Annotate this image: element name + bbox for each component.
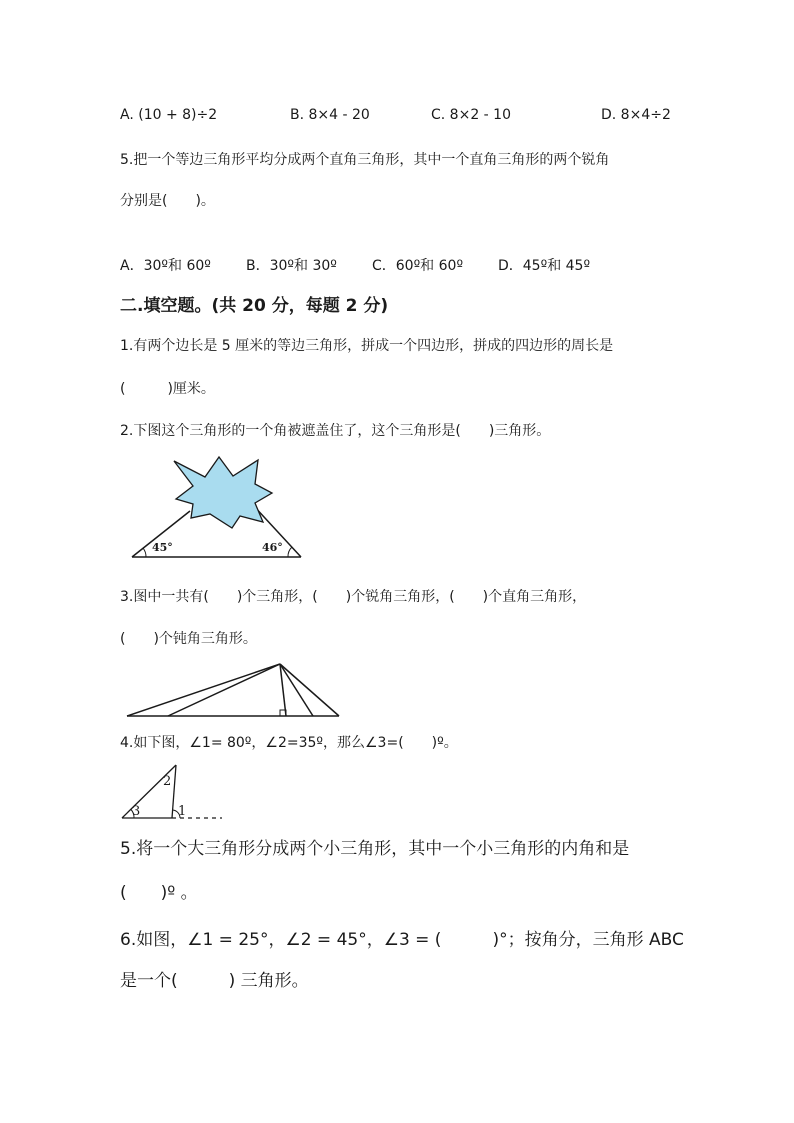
section-title: 二.填空题。(共 20 分，每题 2 分)	[120, 296, 389, 316]
fill-q6-line1: 6.如图，∠1 = 25°，∠2 = 45°，∠3 = ( )°；按角分，三角形 ABC	[120, 930, 684, 950]
q5-text-line2: 分别是( )。	[120, 193, 215, 209]
fill-q2-line1: 2.下图这个三角形的一个角被遮盖住了，这个三角形是( )三角形。	[120, 423, 551, 439]
right-angle-label: 46°	[262, 541, 283, 554]
q4-option-c: C. 8×2 - 10	[431, 107, 511, 123]
fill-q1-line1: 1.有两个边长是 5 厘米的等边三角形，拼成一个四边形，拼成的四边形的周长是	[120, 338, 614, 354]
q5-text-line1: 5.把一个等边三角形平均分成两个直角三角形，其中一个直角三角形的两个锐角	[120, 152, 610, 168]
fill-q6-line2: 是一个( ) 三角形。	[120, 971, 309, 991]
q5-option-d: D．45º和 45º	[498, 258, 591, 274]
fig4-left-side	[122, 765, 176, 818]
fill-q4-line1: 4.如下图，∠1= 80º，∠2=35º，那么∠3=( )º。	[120, 735, 458, 751]
angle-label-2: 2	[163, 774, 172, 789]
fill-q5-line1: 5.将一个大三角形分成两个小三角形，其中一个小三角形的内角和是	[120, 839, 630, 859]
q5-option-a: A．30º和 60º	[120, 258, 211, 274]
q4-option-b: B. 8×4 - 20	[290, 107, 370, 123]
left-angle-label: 45°	[152, 541, 173, 554]
q5-option-c: C．60º和 60º	[372, 258, 464, 274]
fill-q5-line2: ( )º 。	[120, 883, 198, 903]
q4-option-d: D. 8×4÷2	[601, 107, 671, 123]
angle-label-3: 3	[132, 804, 141, 819]
fill-q3-line1: 3.图中一共有( )个三角形，( )个锐角三角形，( )个直角三角形，	[120, 589, 587, 605]
q4-option-a: A. (10 + 8)÷2	[120, 107, 218, 123]
fill-q1-line2: ( )厘米。	[120, 381, 215, 397]
angle-label-1: 1	[178, 804, 187, 819]
fill-q3-line2: ( )个钝角三角形。	[120, 631, 257, 647]
q5-option-b: B．30º和 30º	[246, 258, 337, 274]
